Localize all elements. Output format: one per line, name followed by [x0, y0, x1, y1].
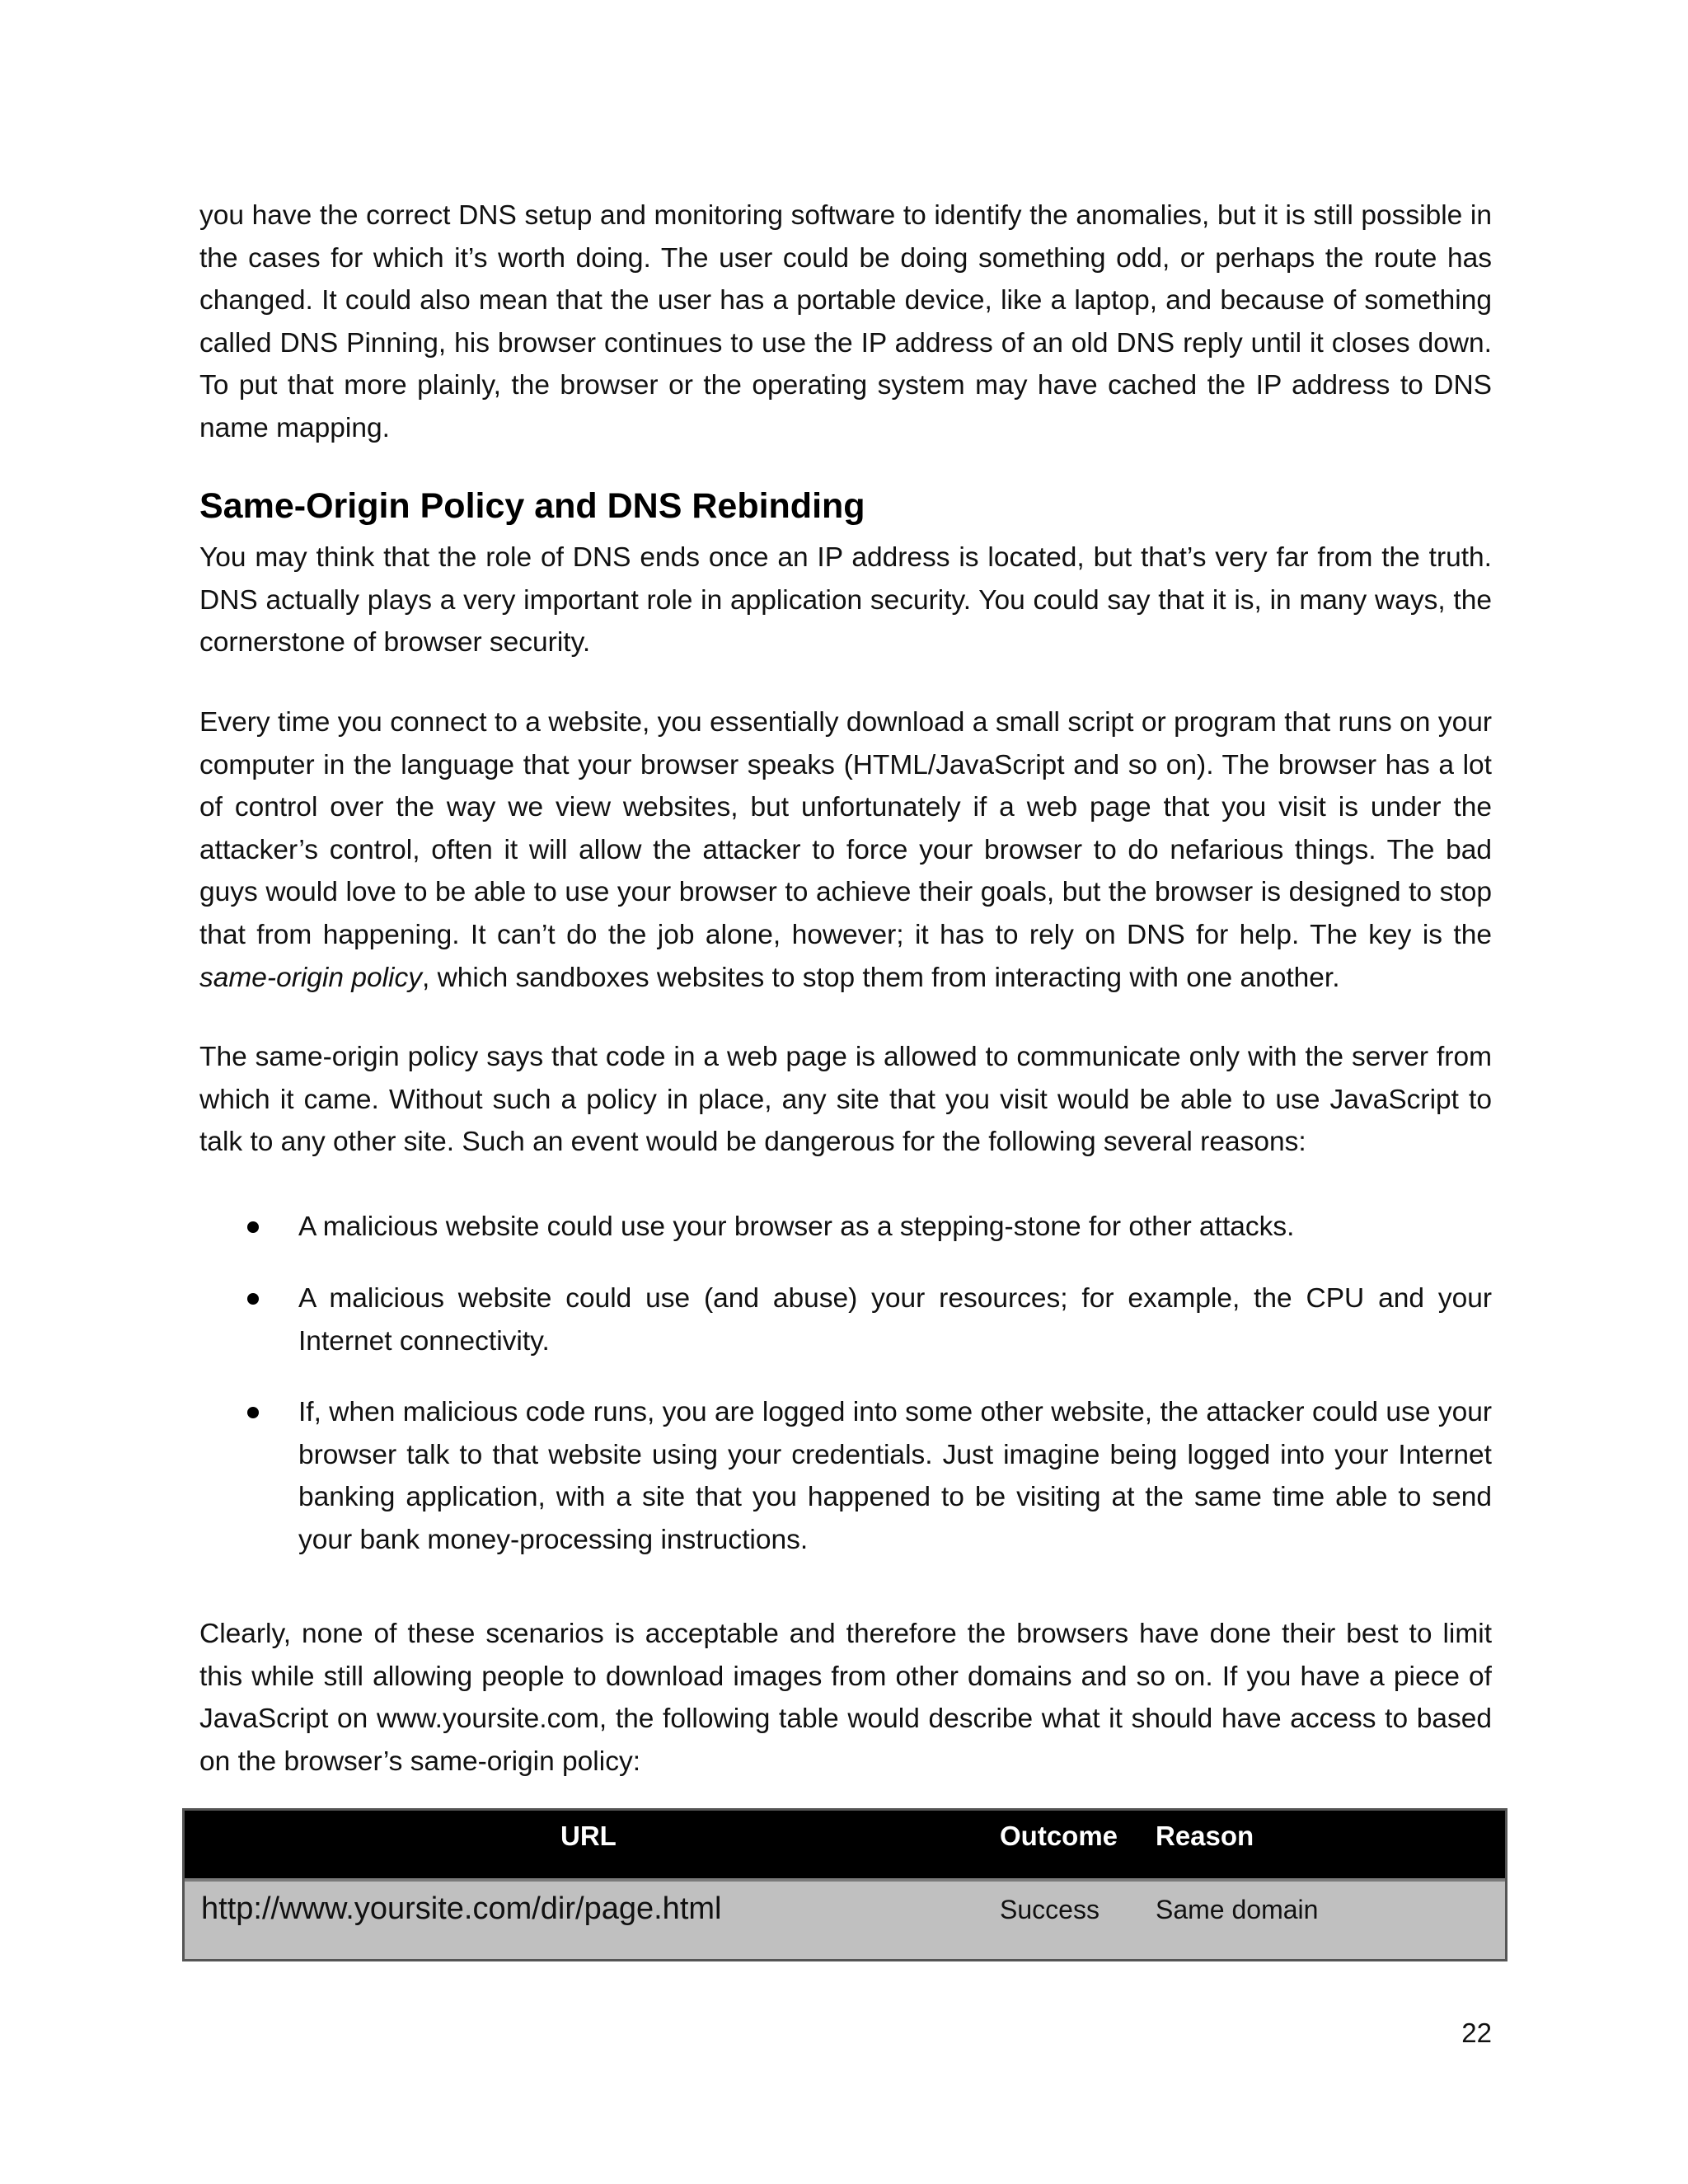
every-time-paragraph: [199, 701, 1492, 999]
column-header-url: URL: [560, 1821, 617, 1851]
role-paragraph: You may think that the role of DNS ends once an IP address is located, but that’s very far from the truth. DNS actually plays a very important role in application security. You could say that it is, in many ways, the cornerstone of browser security.: [199, 542, 1492, 658]
page-number: 22: [1461, 2018, 1492, 2048]
intro-paragraph: you have the correct DNS setup and monitoring software to identify the anomalies, but it is still possible in the cases for which it’s worth doing. The user could be doing something odd, or perhaps the route has changed. It could also mean that the user has a portable device, like a laptop, and because of something called DNS Pinning, his browser continues to use the IP address of an old DNS reply until it closes down. To put that more plainly, the browser or the operating system may have cached the IP address to DNS name mapping.: [199, 200, 1492, 443]
bullet-text: A malicious website could use (and abuse) your resources; for example, the CPU and your Internet connectivity.: [298, 1283, 1492, 1357]
bullet-icon: [247, 1407, 259, 1418]
policy-paragraph: The same-origin policy says that code in a web page is allowed to communicate only with the server from which it came. Without such a policy in place, any site that you visit would be able to use JavaScript to talk to any other site. Such an event would be dangerous for the following several reasons:: [199, 1042, 1492, 1158]
table-cell-reason: Same domain: [1156, 1895, 1319, 1924]
bullet-text: If, when malicious code runs, you are logged into some other website, the attacker could use your browser talk to that website using your credentials. Just imagine being logged into your Internet banking application, with a site that you happened to be visiting at the same time able to send your bank money-processing instructions.: [298, 1397, 1492, 1555]
bullet-icon: [247, 1221, 259, 1233]
same-origin-table: [182, 1808, 1507, 1961]
table-cell-outcome: Success: [1000, 1895, 1100, 1924]
every-time-text-end: , which sandboxes websites to stop them from interacting with one another.: [421, 962, 1340, 993]
every-time-text-start: Every time you connect to a website, you essentially download a small script or program that runs on your computer in the language that your browser speaks (HTML/JavaScript and so on). The browser has a lot of control over the way we view websites, but unfortunately if a web page that you visit is under the attacker’s control, often it will allow the attacker to force your browser to do nefarious things. The bad guys would love to be able to use your browser to achieve their goals, but the browser is designed to stop that from happening. It can’t do the job alone, however; it has to rely on DNS for help. The key is the: [199, 707, 1492, 950]
same-origin-policy-term: same-origin policy: [199, 962, 422, 993]
column-header-reason: Reason: [1156, 1821, 1254, 1851]
table-header-row: [185, 1811, 1505, 1882]
table-cell-url: http://www.yoursite.com/dir/page.html: [201, 1891, 722, 1926]
bullet-text: A malicious website could use your browser as a stepping-stone for other attacks.: [298, 1212, 1295, 1242]
clearly-paragraph: Clearly, none of these scenarios is acceptable and therefore the browsers have done their best to limit this while still allowing people to download images from other domains and so on. If you have a piece of JavaScript on www.yoursite.com, the following table would describe what it should have access to based on the browser’s same-origin policy:: [199, 1619, 1492, 1777]
column-header-outcome: Outcome: [1000, 1821, 1118, 1851]
bullet-icon: [247, 1293, 259, 1305]
section-heading: Same-Origin Policy and DNS Rebinding: [199, 486, 865, 526]
